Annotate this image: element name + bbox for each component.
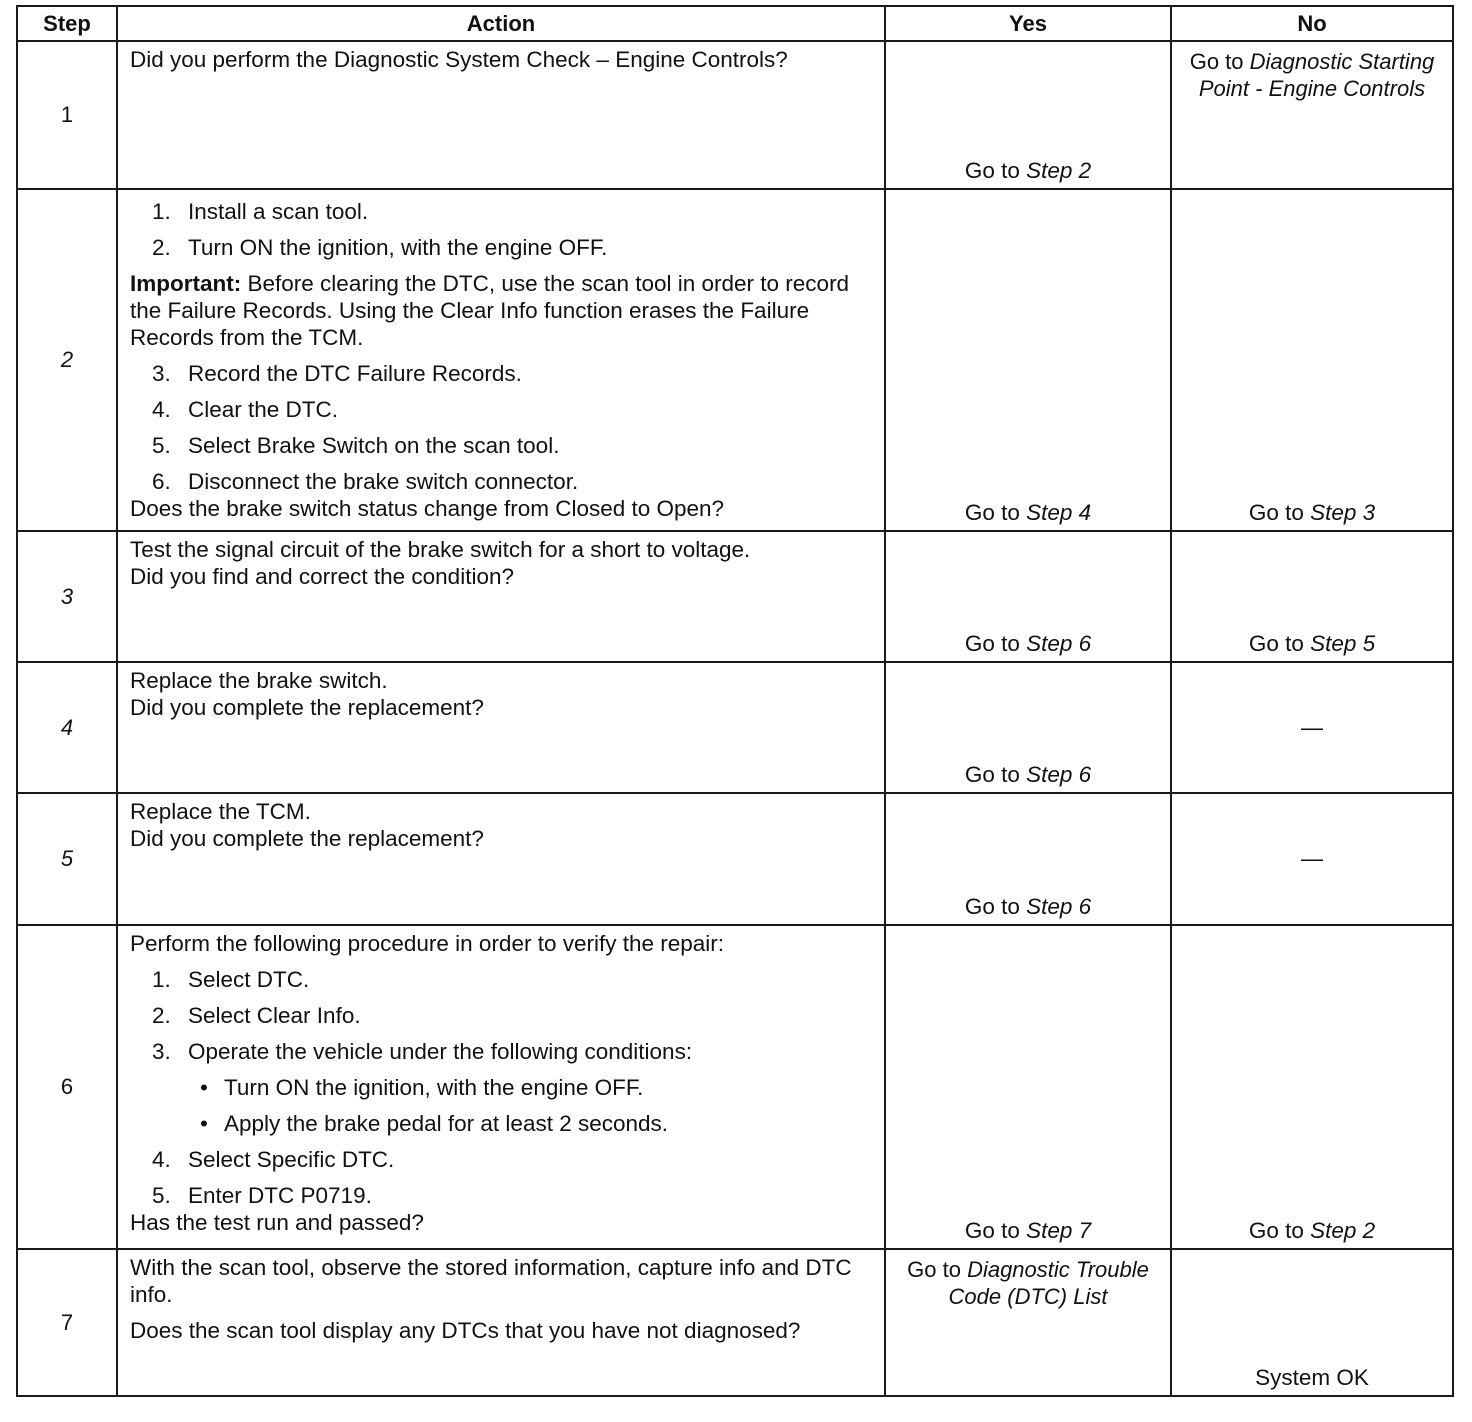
yes-cell[interactable]: Go to Step 6 <box>885 793 1171 925</box>
yes-cell[interactable]: Go to Step 6 <box>885 531 1171 662</box>
action-cell <box>117 1249 885 1396</box>
action-question: Did you find and correct the condition? <box>130 564 514 589</box>
yes-link[interactable]: Step 6 <box>1026 762 1092 787</box>
yes-cell[interactable] <box>885 41 1171 189</box>
yes-cell[interactable]: Go to Step 4 <box>885 189 1171 531</box>
no-link[interactable]: Step 3 <box>1310 500 1376 525</box>
list-item: 3. Record the DTC Failure Records. <box>152 361 522 386</box>
yes-link[interactable]: Step 4 <box>1026 500 1092 525</box>
list-item: 4. Select Specific DTC. <box>152 1147 395 1172</box>
table-row <box>17 1249 1453 1396</box>
action-text: With the scan tool, observe the stored information, capture info and DTC info. <box>130 1255 852 1307</box>
no-link[interactable]: Step 2 <box>1310 1218 1376 1243</box>
list-item: 1. Install a scan tool. <box>152 199 369 224</box>
list-item: 5. Enter DTC P0719. <box>152 1183 372 1208</box>
action-intro: Perform the following procedure in order to verify the repair: <box>130 931 725 956</box>
step-number: 3 <box>17 531 117 662</box>
action-cell <box>117 531 885 662</box>
action-cell <box>117 793 885 925</box>
no-cell-empty: — <box>1171 662 1453 793</box>
go-to-text: Go to <box>964 158 1020 183</box>
table-row <box>17 662 1453 793</box>
no-link[interactable]: Step 5 <box>1310 631 1376 656</box>
action-cell <box>117 189 885 531</box>
yes-link[interactable]: Step 6 <box>1026 894 1092 919</box>
list-item: 1. Select DTC. <box>152 967 310 992</box>
step-number: 1 <box>17 41 117 189</box>
yes-link[interactable]: Step 6 <box>1026 631 1092 656</box>
list-item: 5. Select Brake Switch on the scan tool. <box>152 433 560 458</box>
table-row <box>17 793 1453 925</box>
action-cell <box>117 41 885 189</box>
yes-link[interactable]: Step 7 <box>1026 1218 1092 1243</box>
no-cell[interactable]: Go to Step 5 <box>1171 531 1453 662</box>
important-label: Important: <box>130 271 242 296</box>
important-note: Important: Before clearing the DTC, use the scan tool in order to record the Failure Records. Using the Clear Info function erases the Failure Records from the TCM. <box>130 271 850 350</box>
action-question: Did you complete the replacement? <box>130 695 484 720</box>
action-question: Does the brake switch status change from Closed to Open? <box>130 496 725 521</box>
action-question: Has the test run and passed? <box>130 1210 424 1235</box>
no-link[interactable]: Diagnostic Starting Point - Engine Controls <box>1198 49 1435 101</box>
step-number: 4 <box>17 662 117 793</box>
header-step: Step <box>17 6 117 41</box>
step-number: 7 <box>17 1249 117 1396</box>
action-text: Replace the TCM. <box>130 799 311 824</box>
table-row <box>17 531 1453 662</box>
action-cell <box>117 662 885 793</box>
yes-cell[interactable]: Go to Step 6 <box>885 662 1171 793</box>
action-question: Does the scan tool display any DTCs that you have not diagnosed? <box>130 1318 801 1343</box>
bullet-item: • Turn ON the ignition, with the engine OFF. <box>200 1075 644 1100</box>
yes-cell[interactable]: Go to Diagnostic Trouble Code (DTC) List <box>885 1249 1171 1396</box>
list-item: 4. Clear the DTC. <box>152 397 339 422</box>
no-cell[interactable] <box>1171 41 1453 189</box>
step-number: 5 <box>17 793 117 925</box>
no-cell-empty: — <box>1171 793 1453 925</box>
bullet-item: • Apply the brake pedal for at least 2 seconds. <box>200 1111 669 1136</box>
yes-cell[interactable]: Go to Step 7 <box>885 925 1171 1249</box>
action-cell <box>117 925 885 1249</box>
no-cell[interactable]: Go to Step 3 <box>1171 189 1453 531</box>
diagnostic-table <box>16 5 1454 1397</box>
action-text: Test the signal circuit of the brake switch for a short to voltage. <box>130 537 751 562</box>
table-row <box>17 925 1453 1249</box>
table-row <box>17 189 1453 531</box>
action-question: Did you complete the replacement? <box>130 826 484 851</box>
header-no: No <box>1171 6 1453 41</box>
header-yes: Yes <box>885 6 1171 41</box>
action-text: Did you perform the Diagnostic System Check – Engine Controls? <box>130 47 788 72</box>
header-row <box>17 6 1453 41</box>
yes-link[interactable]: Step 2 <box>1026 158 1092 183</box>
list-item: 2. Turn ON the ignition, with the engine OFF. <box>152 235 608 260</box>
no-cell: System OK <box>1171 1249 1453 1396</box>
table-row <box>17 41 1453 189</box>
list-item: 3. Operate the vehicle under the following conditions: <box>152 1039 693 1064</box>
list-item: 2. Select Clear Info. <box>152 1003 361 1028</box>
step-number: 6 <box>17 925 117 1249</box>
action-text: Replace the brake switch. <box>130 668 388 693</box>
no-cell[interactable]: Go to Step 2 <box>1171 925 1453 1249</box>
yes-link[interactable]: Diagnostic Trouble Code (DTC) List <box>948 1257 1149 1309</box>
step-number: 2 <box>17 189 117 531</box>
list-item: 6. Disconnect the brake switch connector. <box>152 469 579 494</box>
go-to-text: Go to <box>1189 49 1244 74</box>
header-action: Action <box>117 6 885 41</box>
